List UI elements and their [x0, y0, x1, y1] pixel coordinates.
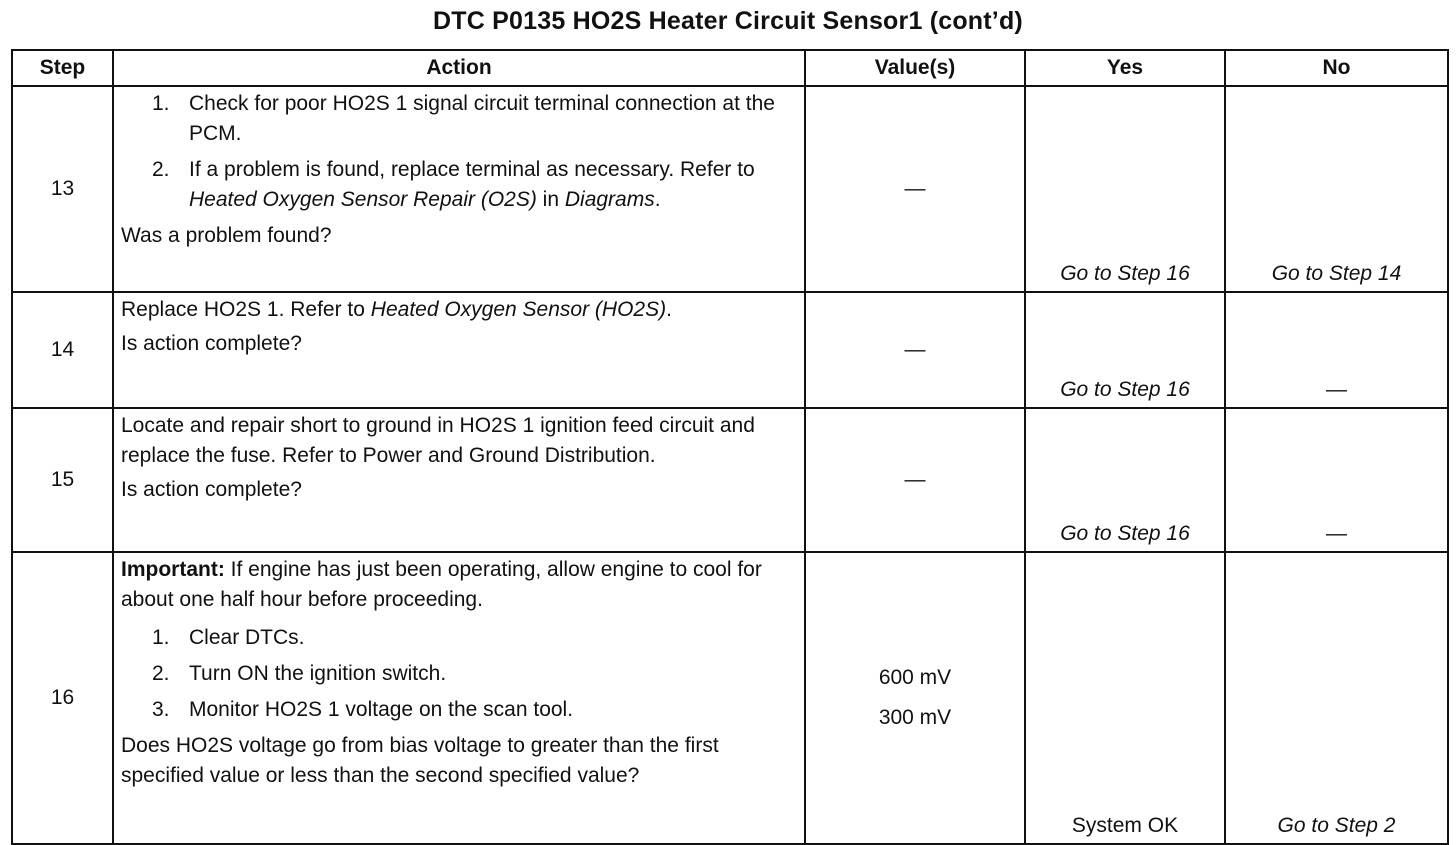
item-text: [189, 155, 798, 215]
action-text-part: Replace HO2S 1. Refer to: [121, 298, 371, 321]
no-result: Go to Step 14: [1225, 86, 1448, 292]
value-dash: —: [904, 177, 926, 200]
action-cell: [113, 552, 805, 844]
value-line: 600 mV: [878, 666, 952, 689]
item-number: 1.: [152, 626, 170, 649]
action-cell: [113, 86, 805, 292]
header-action: Action: [113, 50, 805, 86]
item-text-part: If a problem is found, replace terminal as necessary. Refer to: [189, 158, 755, 181]
list-item: [152, 695, 798, 725]
item-number: 2.: [152, 158, 170, 181]
value-cell: [805, 552, 1025, 844]
item-text: Clear DTCs.: [189, 626, 305, 649]
header-step: Step: [12, 50, 113, 86]
value-cell: [805, 408, 1025, 552]
table-row: [12, 292, 1448, 408]
item-text: Monitor HO2S 1 voltage on the scan tool.: [189, 698, 574, 721]
important-text: If engine has just been operating, allow engine to cool for about one half hour before proceeding.: [121, 558, 762, 611]
yes-result: System OK: [1025, 552, 1225, 844]
value-dash: —: [904, 338, 926, 361]
yes-result: Go to Step 16: [1025, 292, 1225, 408]
table-row: [12, 86, 1448, 292]
item-number: 1.: [152, 92, 170, 115]
step-number: 13: [12, 86, 113, 292]
action-cell: [113, 292, 805, 408]
important-label: Important:: [121, 558, 225, 581]
list-item: [152, 155, 798, 215]
reference-link: Diagrams: [564, 188, 655, 211]
action-text: Locate and repair short to ground in HO2S 1 ignition feed circuit and replace the fuse. Refer to Power and Ground Distribution.: [121, 414, 755, 467]
important-note: [121, 555, 798, 615]
item-number: 3.: [152, 698, 170, 721]
action-text: [121, 295, 798, 325]
header-yes: Yes: [1025, 50, 1225, 86]
no-result: —: [1225, 408, 1448, 552]
step-number: 14: [12, 292, 113, 408]
item-text-part: .: [654, 188, 661, 211]
question: Is action complete?: [121, 478, 302, 501]
item-text: Turn ON the ignition switch.: [189, 662, 447, 685]
reference-link: Heated Oxygen Sensor (HO2S): [370, 298, 667, 321]
table-header-row: [12, 50, 1448, 86]
step-number: 15: [12, 408, 113, 552]
question: Does HO2S voltage go from bias voltage to greater than the first specified value or less than the second specified value?: [121, 734, 719, 787]
yes-result: Go to Step 16: [1025, 408, 1225, 552]
item-text-part: in: [536, 188, 565, 211]
value-cell: [805, 292, 1025, 408]
action-text-part: .: [666, 298, 672, 321]
diagnostic-table: [11, 49, 1449, 845]
value-line: 300 mV: [878, 706, 952, 729]
header-no: No: [1225, 50, 1448, 86]
item-text: Check for poor HO2S 1 signal circuit terminal connection at the PCM.: [189, 92, 775, 145]
question: Was a problem found?: [121, 224, 332, 247]
reference-link: Heated Oxygen Sensor Repair (O2S): [189, 188, 537, 211]
page-title: DTC P0135 HO2S Heater Circuit Sensor1 (cont’d): [433, 7, 1023, 35]
list-item: [152, 89, 798, 149]
no-result: Go to Step 2: [1225, 552, 1448, 844]
yes-result: Go to Step 16: [1025, 86, 1225, 292]
step-number: 16: [12, 552, 113, 844]
list-item: [152, 659, 798, 689]
table-row: [12, 552, 1448, 844]
value-dash: —: [904, 468, 926, 491]
no-result: —: [1225, 292, 1448, 408]
list-item: [152, 623, 798, 653]
item-number: 2.: [152, 662, 170, 685]
question: Is action complete?: [121, 332, 302, 355]
action-cell: [113, 408, 805, 552]
value-cell: [805, 86, 1025, 292]
table-row: [12, 408, 1448, 552]
header-values: Value(s): [805, 50, 1025, 86]
